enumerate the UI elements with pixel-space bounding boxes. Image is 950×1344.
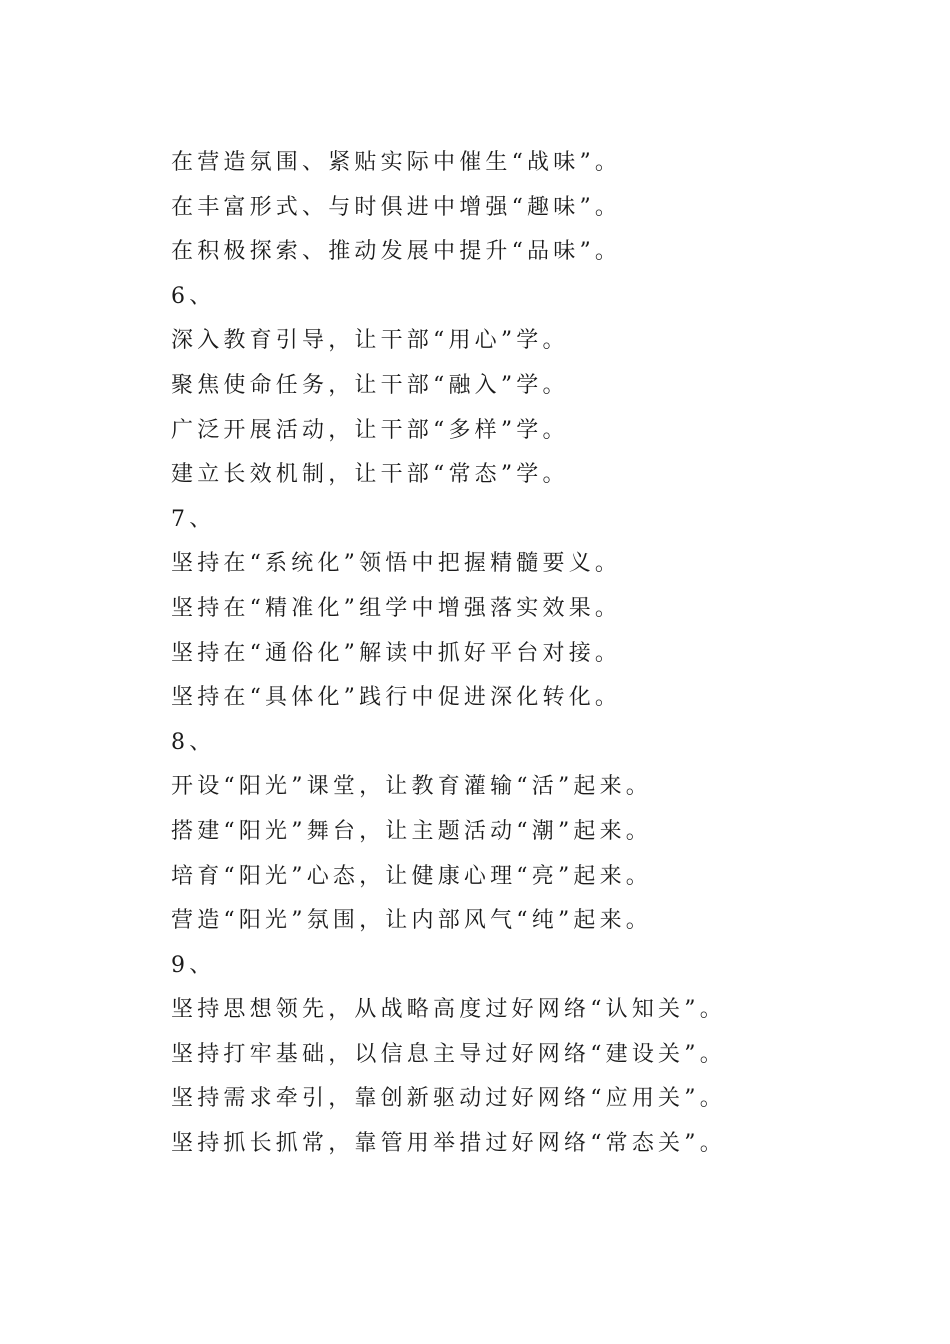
- text-line: 广泛开展活动，让干部“多样”学。: [171, 417, 569, 443]
- text-line: 开设“阳光”课堂，让教育灌输“活”起来。: [171, 774, 652, 800]
- text-line: 建立长效机制，让干部“常态”学。: [171, 462, 569, 488]
- text-line: 深入教育引导，让干部“用心”学。: [171, 328, 569, 354]
- text-line: 坚持打牢基础，以信息主导过好网络“建设关”。: [171, 1041, 726, 1067]
- text-line: 坚持在“系统化”领悟中把握精髓要义。: [171, 551, 622, 577]
- document-body: [171, 141, 931, 1167]
- text-line: 坚持思想领先，从战略高度过好网络“认知关”。: [171, 997, 726, 1023]
- text-line: 坚持抓长抓常，靠管用举措过好网络“常态关”。: [171, 1131, 726, 1157]
- text-line: 搭建“阳光”舞台，让主题活动“潮”起来。: [171, 818, 652, 844]
- section-number: 6、: [171, 283, 216, 309]
- text-line: 在丰富形式、与时俱进中增强“趣味”。: [171, 194, 622, 220]
- section-number: 8、: [171, 729, 216, 755]
- text-line: 培育“阳光”心态，让健康心理“亮”起来。: [171, 863, 652, 889]
- text-line: 坚持在“精准化”组学中增强落实效果。: [171, 595, 622, 621]
- text-line: 营造“阳光”氛围，让内部风气“纯”起来。: [171, 908, 652, 934]
- text-line: 坚持在“通俗化”解读中抓好平台对接。: [171, 640, 622, 666]
- text-line: 坚持在“具体化”践行中促进深化转化。: [171, 685, 622, 711]
- text-line: 聚焦使命任务，让干部“融入”学。: [171, 372, 569, 398]
- section-number: 7、: [171, 506, 216, 532]
- text-line: 坚持需求牵引，靠创新驱动过好网络“应用关”。: [171, 1086, 726, 1112]
- section-number: 9、: [171, 952, 216, 978]
- text-line: 在积极探索、推动发展中提升“品味”。: [171, 239, 622, 265]
- text-line: 在营造氛围、紧贴实际中催生“战味”。: [171, 150, 622, 175]
